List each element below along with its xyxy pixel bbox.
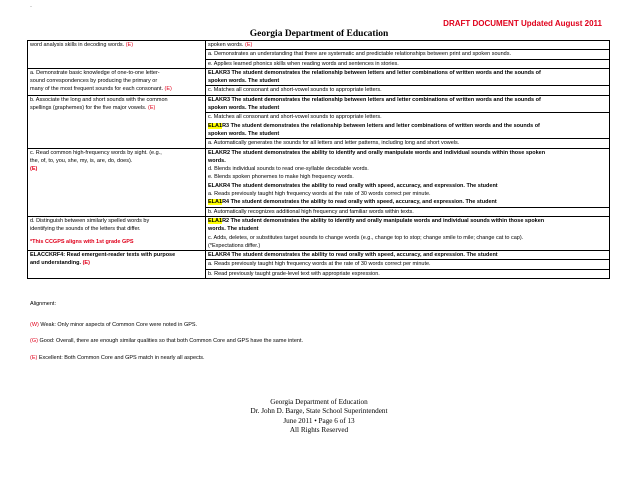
ccgps-cell	[28, 68, 206, 95]
highlight-code: ELA1	[208, 122, 223, 129]
footer-page: June 2011 • Page 6 of 13	[283, 416, 355, 425]
footer-rights: All Rights Reserved	[289, 425, 349, 434]
footer-org: Georgia Department of Education	[270, 398, 368, 406]
ccgps-cell	[28, 148, 206, 216]
draft-banner: DRAFT DOCUMENT Updated August 2011	[443, 19, 602, 28]
gps-line: e. Applies learned phonics skills when reading words and sentences in stories.	[206, 59, 609, 68]
gps-cell	[206, 251, 610, 279]
ccgps-line: identifying the sounds of the letters that differ.	[30, 226, 141, 233]
alignment-tag: (W)	[30, 322, 39, 328]
highlight-code: ELA1	[208, 217, 223, 224]
ccgps-line: many of the most frequent sounds for each consonant. (E)	[30, 86, 172, 93]
page-title: Georgia Department of Education	[249, 29, 389, 39]
gps-line: c. Matches all consonant and short-vowel sounds to appropriate letters.	[206, 112, 609, 121]
ccgps-line: the, of, to, you, she, my, is, are, do, does).	[30, 157, 133, 164]
alignment-text: Good: Overall, there are enough similar qualities so that both Common Core and GPS have the same intent.	[37, 338, 304, 344]
gps-line: ELA1R2 The student demonstrates the ability to identify and orally manipulate words and individual sounds within those spoken	[208, 217, 545, 224]
gps-line: spoken words. The student	[208, 130, 280, 137]
table-row	[28, 95, 610, 148]
table-row	[28, 68, 610, 95]
gps-line: b. Read previously taught grade-level text with appropriate expression.	[206, 269, 609, 278]
alignment-tag: (G)	[30, 338, 38, 344]
alignment-tag: (E)	[245, 42, 253, 48]
gps-line: c. Matches all consonant and short-vowel sounds to appropriate letters.	[206, 85, 609, 94]
grade-note: *This CCGPS aligns with 1st grade GPS	[30, 238, 134, 245]
gps-line: a. Automatically generates the sounds for all letters and letter patterns, including long and short vowels.	[206, 138, 609, 147]
gps-line: a. Reads previously taught high frequency words at the rate of 30 words correct per minute.	[208, 191, 431, 198]
ccgps-line: d. Distinguish between similarly spelled words by	[30, 217, 150, 224]
alignment-tag: (E)	[30, 166, 38, 173]
gps-line: ELAKR3 The student demonstrates the relationship between letters and letter combinations of written words and the sounds of	[208, 69, 541, 76]
gps-line: a. Reads previously taught high frequency words at the rate of 30 words correct per minute.	[206, 259, 609, 268]
alignment-tag: (E)	[82, 260, 90, 267]
corner-mark: -	[30, 4, 32, 10]
footer-superintendent: Dr. John D. Barge, State School Superintendent	[250, 407, 388, 416]
table-row	[28, 251, 610, 279]
ccgps-line: ELACCKRF4: Read emergent-reader texts with purpose	[30, 252, 176, 259]
gps-line: ELAKR2 The student demonstrates the ability to identify and orally manipulate words and individual sounds within those spoken	[208, 149, 546, 156]
alignment-text: Excellent: Both Common Core and GPS match in nearly all aspects.	[37, 355, 205, 361]
ccgps-cell	[28, 216, 206, 250]
ccgps-cell	[28, 95, 206, 148]
gps-line: d. Blends individual sounds to read one-syllable decodable words.	[208, 166, 369, 173]
alignment-tag: (E)	[30, 355, 38, 361]
gps-line: c. Adds, deletes, or substitutes target sounds to change words (e.g., change top to stop; change smile to mile; change cat to cap).	[208, 234, 524, 241]
gps-line: a. Demonstrates an understanding that there are systematic and predictable relationships between print and spoken sounds.	[206, 49, 609, 58]
ccgps-line: a. Demonstrate basic knowledge of one-to-one letter-	[30, 69, 160, 76]
gps-cell	[206, 216, 610, 250]
highlight-code: ELA1	[208, 199, 223, 206]
ccgps-cell	[28, 41, 206, 69]
ccgps-line: sound correspondences by producing the primary or	[30, 78, 158, 85]
gps-cell	[206, 95, 610, 148]
table-row	[28, 41, 610, 69]
gps-line: (*Expectations differ.)	[208, 242, 261, 249]
table-row	[28, 148, 610, 216]
gps-line: ELA1R4 The student demonstrates the ability to read orally with speed, accuracy, and expression. The student	[208, 199, 497, 206]
gps-line: b. Automatically recognizes additional high frequency and familiar words within texts.	[206, 207, 609, 216]
alignment-excellent	[30, 355, 205, 361]
ccgps-line: and understanding. (E)	[30, 260, 90, 267]
gps-line: e. Blends spoken phonemes to make high frequency words.	[208, 174, 354, 181]
alignment-good	[30, 338, 303, 344]
gps-cell	[206, 148, 610, 216]
ccgps-line: word analysis skills in decoding words. (E)	[30, 42, 134, 48]
standards-table	[27, 40, 610, 279]
alignment-weak	[30, 322, 197, 328]
gps-line: spoken words. (E)	[208, 42, 253, 48]
gps-line: ELAKR4 The student demonstrates the ability to read orally with speed, accuracy, and expression. The student	[208, 182, 498, 189]
ccgps-line: spellings (graphemes) for the five major vowels. (E)	[30, 105, 156, 112]
gps-line: spoken words. The student	[208, 78, 280, 85]
gps-line: words. The student	[208, 226, 259, 233]
ccgps-line: b. Associate the long and short sounds with the common	[30, 96, 168, 103]
gps-cell	[206, 68, 610, 95]
gps-cell	[206, 41, 610, 69]
gps-line: words.	[208, 157, 226, 164]
gps-line: ELA1R3 The student demonstrates the relationship between letters and letter combinations of written words and the sounds of	[208, 122, 540, 129]
alignment-heading: Alignment:	[30, 301, 56, 307]
ccgps-cell	[28, 251, 206, 279]
table-row	[28, 216, 610, 250]
alignment-tag: (E)	[125, 42, 134, 48]
page-footer	[0, 398, 638, 435]
gps-line: ELAKR3 The student demonstrates the relationship between letters and letter combinations of written words and the sounds of	[208, 96, 541, 103]
alignment-tag: (E)	[164, 86, 172, 93]
ccgps-line: c. Read common high-frequency words by sight. (e.g.,	[30, 149, 162, 156]
alignment-tag: (E)	[148, 105, 156, 112]
gps-line: spoken words. The student	[208, 105, 280, 112]
gps-line: ELAKR4 The student demonstrates the ability to read orally with speed, accuracy, and expression. The student	[208, 252, 498, 259]
alignment-text: Weak: Only minor aspects of Common Core were noted in GPS.	[38, 322, 198, 328]
